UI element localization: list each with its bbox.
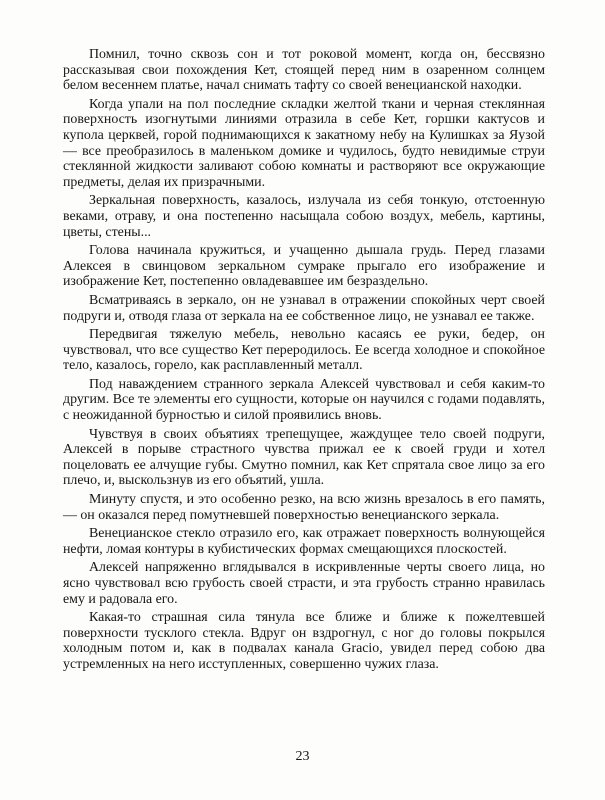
paragraph-11: Алексей напряженно вглядывался в искривленные черты своего лица, но ясно чувствовал всю грубость своей страсти, и эта грубость странно нравилась ему и радовала его.	[63, 560, 545, 607]
paragraph-6: Передвигая тяжелую мебель, невольно касаясь ее руки, бедер, он чувствовал, что все существо Кет переродилось. Ее всегда холодное и спокойное тело, казалось, горело, как расплавленный металл.	[63, 327, 545, 374]
paragraph-10: Венецианское стекло отразило его, как отражает поверхность волнующейся нефти, ломая контуры в кубистических формах смещающихся плоскостей.	[63, 526, 545, 557]
paragraph-3: Зеркальная поверхность, казалось, излучала из себя тонкую, отстоенную веками, отраву, и она постепенно насыщала собою воздух, мебель, картины, цветы, стены...	[63, 193, 545, 240]
paragraph-2: Когда упали на пол последние складки желтой ткани и черная стеклянная поверхность изогнутыми линиями отразила в себе Кет, горшки кактусов и купола церквей, горой поднимающихся к закатному небу на Кулишках за Яузой — все преобразилось в маленьком домике и чудилось, будто невидимые струи стеклянной жидкости заливают собою комнаты и растворяют все окружающие предметы, делая их призрачными.	[63, 96, 545, 190]
paragraph-9: Минуту спустя, и это особенно резко, на всю жизнь врезалось в его память, — он оказался перед помутневшей поверхностью венецианского зеркала.	[63, 492, 545, 523]
paragraph-12: Какая-то страшная сила тянула все ближе и ближе к пожелтевшей поверхности тусклого стекла. Вдруг он вздрогнул, с ног до головы покрылся холодным потом и, как в подвалах канала Gracio, увидел перед собою два устремленных на него исступленных, совершенно чужих глаза.	[63, 610, 545, 672]
page-number: 23	[295, 749, 310, 764]
paragraph-8: Чувствуя в своих объятиях трепещущее, жаждущее тело своей подруги, Алексей в порыве страстного чувства прижал ее к своей груди и хотел поцеловать ее алчущие губы. Смутно помнил, как Кет спрятала свое лицо за его плечо, и, выскользнув из его объятий, ушла.	[63, 426, 545, 489]
paragraph-4: Голова начинала кружиться, и учащенно дышала грудь. Перед глазами Алексея в свинцовом зеркальном сумраке прыгало его изображение и изображение Кет, постепенно овладевавшее им безраздельно.	[63, 243, 545, 290]
paragraph-1: Помнил, точно сквозь сон и тот роковой момент, когда он, бессвязно рассказывая свои похождения Кет, стоящей перед ним в озаренном солнцем белом весеннем платье, начал снимать тафту со своей венецианской находки.	[63, 47, 545, 94]
page-text-block	[63, 47, 545, 673]
paragraph-5: Всматриваясь в зеркало, он не узнавал в отражении спокойных черт своей подруги и, отводя глаза от зеркала на ее собственное лицо, не узнавал ее также.	[63, 292, 545, 324]
paragraph-7: Под наваждением странного зеркала Алексей чувствовал и себя каким-то другим. Все те элементы его сущности, которые он научился с годами подавлять, с неожиданной бурностью и силой проявились вновь.	[63, 376, 545, 424]
